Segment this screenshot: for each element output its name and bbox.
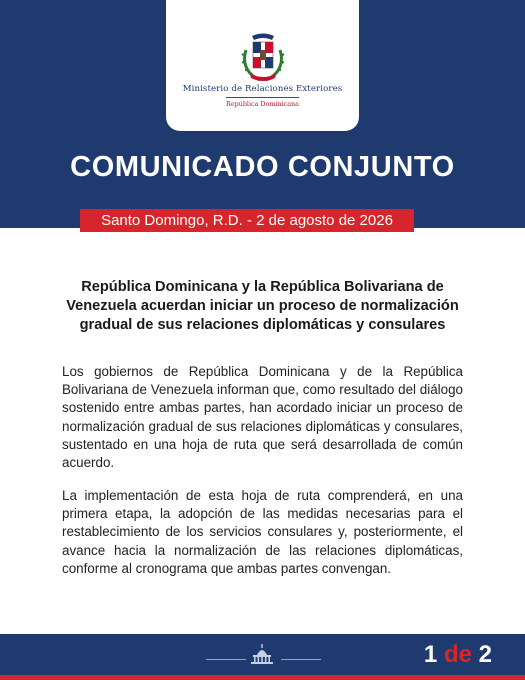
ministry-name: Ministerio de Relaciones Exteriores [182, 84, 343, 94]
ministry-country: República Dominicana [226, 100, 299, 108]
footer-divider-left [206, 659, 246, 660]
page-current: 1 [423, 641, 438, 668]
page-separator: de [443, 641, 472, 668]
footer-red-stripe [0, 675, 525, 680]
logo-card [166, 0, 359, 131]
page-counter [424, 641, 492, 669]
body-paragraph-2: La implementación de esta hoja de ruta comprenderá, en una primera etapa, la adopción de las medidas necesarias para el restablecimiento de los servicios consulares y, posteriormente, el avance hacia la normalización de las relaciones diplomáticas, conforme al cronograma que ambas partes convengan. [62, 488, 463, 576]
date-banner: Santo Domingo, R.D. - 2 de agosto de 2026 [80, 209, 414, 232]
page-title: COMUNICADO CONJUNTO [70, 151, 455, 183]
coat-of-arms-icon [240, 30, 286, 84]
headline: República Dominicana y la República Bolivariana de Venezuela acuerdan iniciar un proceso de normalización gradual de sus relaciones diplomáticas y consulares [66, 279, 459, 333]
palace-dome-icon [248, 643, 276, 665]
body-paragraph-1: Los gobiernos de República Dominicana y de la República Bolivariana de Venezuela informan que, como resultado del diálogo sostenido entre ambas partes, han acordado iniciar un proceso de normalización gradual de sus relaciones diplomáticas y consulares, sustentado en una hoja de ruta que será desarrollada de común acuerdo. [62, 364, 463, 471]
footer-divider-right [281, 659, 321, 660]
ministry-divider [226, 97, 299, 98]
page-total: 2 [478, 641, 492, 668]
